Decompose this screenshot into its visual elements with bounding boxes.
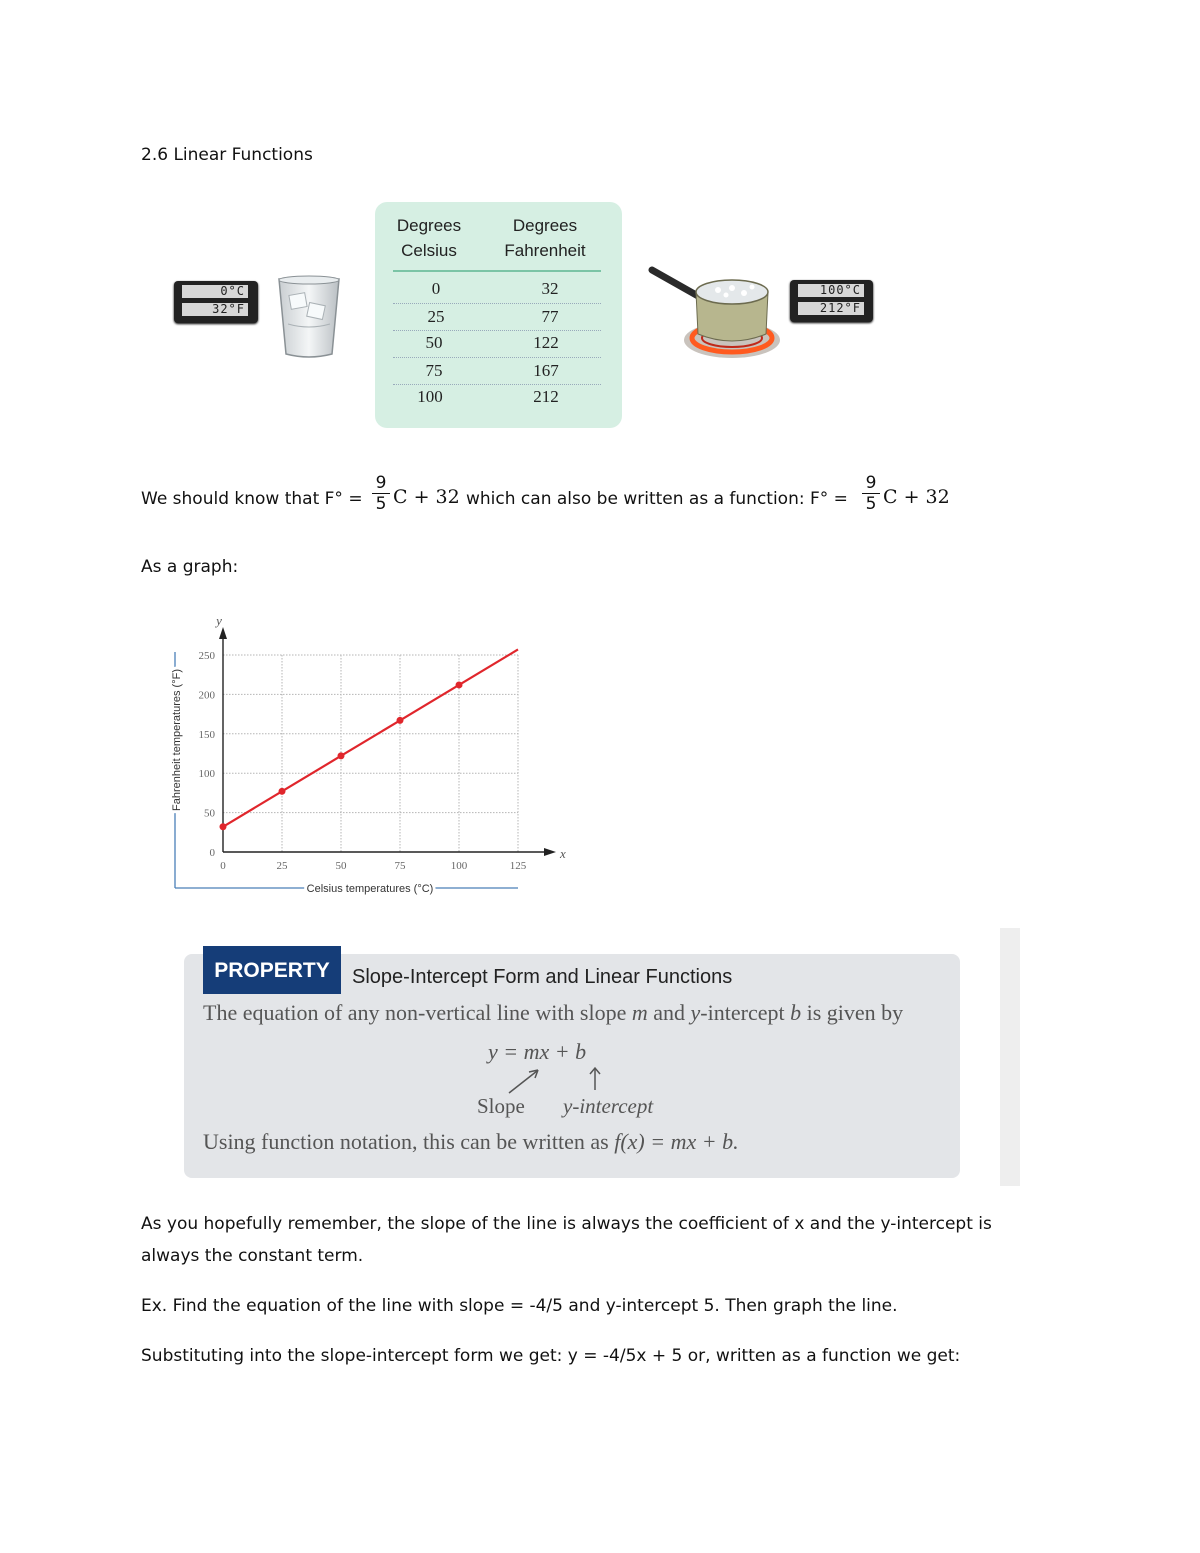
fraction-nine-fifths	[372, 473, 390, 514]
table-cell: 50	[425, 333, 443, 352]
property-title: Slope-Intercept Form and Linear Functions	[352, 966, 733, 988]
thermometer-cold	[174, 281, 258, 323]
statement-part: The equation of any non-vertical line with slope	[203, 1000, 632, 1025]
data-point	[279, 788, 286, 795]
table-cell: 212	[533, 387, 559, 406]
statement-part: and	[647, 1000, 691, 1025]
table-row-divider	[393, 384, 601, 385]
table-cell: 100	[417, 387, 443, 406]
table-cell: 167	[533, 361, 559, 380]
x-axis-title: Celsius temperatures (°C)	[306, 883, 434, 895]
x-axis-letter: x	[560, 846, 566, 861]
side-scroll-strip	[1000, 928, 1020, 1186]
table-row-divider	[393, 357, 601, 358]
statement-var-y: y	[690, 1000, 701, 1025]
y-tick-label: 200	[198, 689, 215, 702]
data-point	[338, 752, 345, 759]
formula-expression: C + 32	[393, 486, 460, 508]
table-row-divider	[393, 303, 601, 304]
thermometer-cold-celsius: 0°C	[182, 285, 248, 298]
property-tag: PROPERTY	[203, 946, 341, 994]
formula-middle-text: which can also be written as a function: F° =	[466, 489, 848, 509]
table-header-fahrenheit-line1: Degrees	[512, 216, 578, 235]
thermometer-hot-celsius: 100°C	[798, 284, 864, 297]
data-point	[456, 681, 463, 688]
boiling-pot-icon	[648, 262, 788, 362]
fraction-denominator: 5	[375, 494, 387, 514]
thermometer-hot	[790, 280, 873, 322]
notation-text: Using function notation, this can be written as	[203, 1129, 615, 1154]
table-header-fahrenheit-line2: Fahrenheit	[504, 241, 586, 260]
fraction-numerator: 9	[862, 473, 880, 494]
table-cell: 75	[425, 361, 443, 380]
intercept-arrow-icon	[587, 1066, 603, 1092]
property-statement	[203, 1000, 903, 1026]
paragraph-example: Ex. Find the equation of the line with slope = -4/5 and y-intercept 5. Then graph the line.	[141, 1296, 898, 1316]
data-point	[220, 823, 227, 830]
table-cell: 122	[533, 333, 559, 352]
y-axis-letter: y	[216, 613, 222, 628]
celsius-fahrenheit-chart	[160, 600, 580, 900]
intercept-label-text: y-intercept	[563, 1094, 654, 1118]
statement-part: is given by	[801, 1000, 904, 1025]
table-header-celsius-line1: Degrees	[396, 216, 462, 235]
formula-prefix: We should know that F° =	[141, 489, 363, 509]
y-axis-arrow-icon	[219, 627, 227, 639]
x-tick-label: 100	[450, 860, 468, 872]
fraction-nine-fifths-2	[862, 473, 880, 514]
table-header-celsius-line2: Celsius	[401, 241, 457, 260]
y-tick-label: 100	[198, 768, 215, 781]
y-tick-label: 50	[204, 807, 215, 820]
graph-intro: As a graph:	[141, 557, 239, 577]
table-row-divider	[393, 330, 601, 331]
formula-expression-2: C + 32	[883, 486, 950, 508]
x-tick-label: 50	[335, 860, 347, 872]
table-cell: 77	[541, 307, 559, 326]
table-cell: 0	[431, 279, 441, 298]
fraction-numerator: 9	[372, 473, 390, 494]
x-tick-label: 25	[276, 860, 288, 872]
equation-text: y = mx + b	[488, 1039, 587, 1064]
paragraph-slope-reminder-cont: always the constant term.	[141, 1246, 364, 1266]
ice-water-glass-icon	[276, 274, 342, 358]
paragraph-slope-reminder: As you hopefully remember, the slope of the line is always the coefficient of x and the y-intercept is	[141, 1214, 992, 1234]
notation-equation: f(x) = mx + b.	[614, 1129, 739, 1154]
x-tick-label: 75	[394, 860, 406, 872]
statement-var-m: m	[631, 1000, 648, 1025]
statement-part: -intercept	[700, 1000, 791, 1025]
x-tick-label: 0	[220, 860, 226, 872]
table-header-divider	[393, 270, 601, 272]
paragraph-substitution: Substituting into the slope-intercept form we get: y = -4/5x + 5 or, written as a function we get:	[141, 1346, 961, 1366]
y-tick-label: 150	[198, 728, 215, 741]
table-cell: 25	[427, 307, 445, 326]
statement-var-b: b	[790, 1000, 802, 1025]
property-equation	[488, 1039, 586, 1065]
x-axis-arrow-icon	[544, 848, 556, 856]
slope-label: Slope	[477, 1094, 525, 1118]
y-axis-title: Fahrenheit temperatures (°F)	[171, 669, 183, 811]
thermometer-cold-fahrenheit: 32°F	[182, 303, 248, 316]
series-line	[223, 649, 518, 826]
table-cell: 32	[541, 279, 559, 298]
y-tick-label: 250	[198, 650, 215, 662]
property-function-notation	[203, 1129, 739, 1155]
fraction-denominator: 5	[865, 494, 877, 514]
x-tick-label: 125	[509, 860, 527, 872]
thermometer-hot-fahrenheit: 212°F	[798, 302, 864, 315]
data-point	[397, 717, 404, 724]
slope-arrow-icon	[505, 1066, 545, 1096]
section-heading: 2.6 Linear Functions	[141, 145, 313, 165]
intercept-label	[563, 1094, 653, 1119]
y-tick-label: 0	[209, 847, 215, 859]
